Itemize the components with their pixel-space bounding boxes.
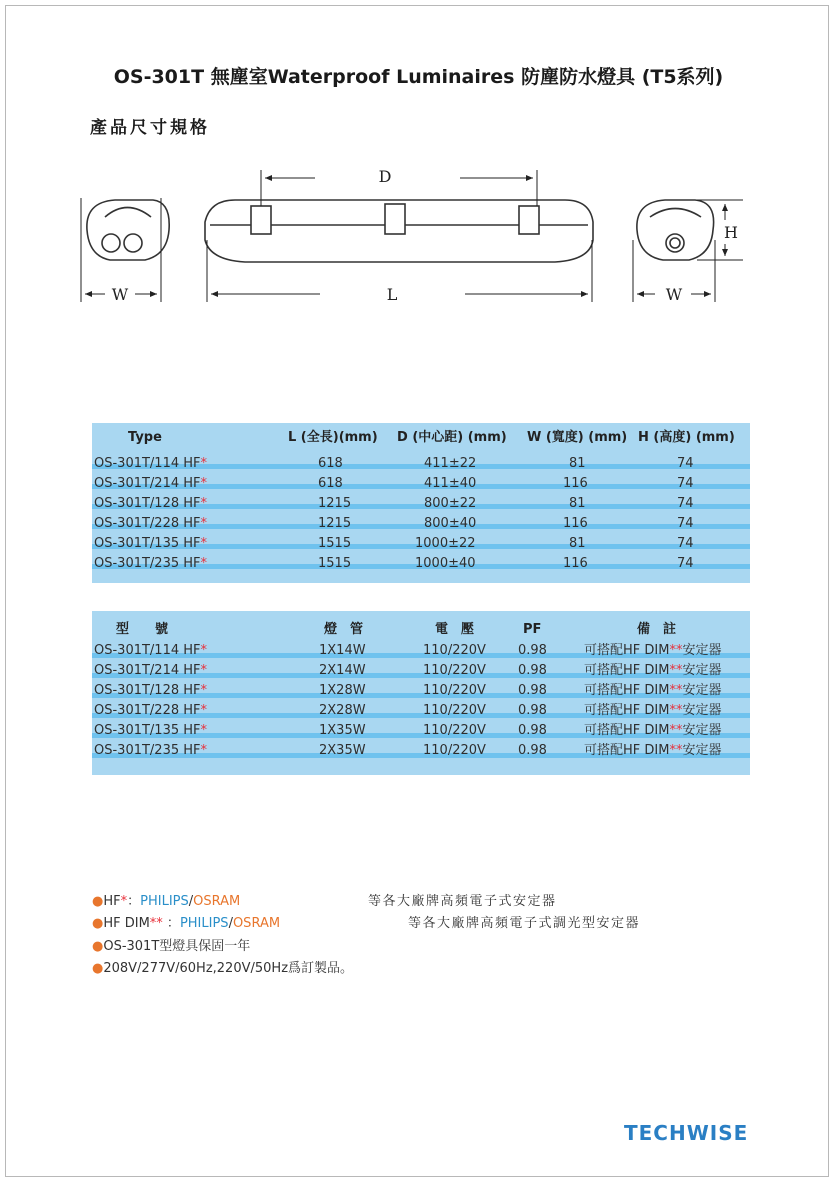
cell-tube: 2X28W [319,703,366,718]
table-row [92,495,750,515]
remark-text: 可搭配HF DIM [584,723,670,738]
cell-tube: 1X28W [319,683,366,698]
cell-type [94,455,207,473]
cell-remark [584,702,721,720]
h-label: H [724,223,738,242]
star-mark: ** [669,743,683,758]
cell-distance: 1000±22 [415,536,476,551]
cell-distance: 800±40 [424,516,477,531]
remark-text: 可搭配HF DIM [584,663,670,678]
cell-pf: 0.98 [518,743,547,758]
cell-height: 74 [677,496,694,511]
cell-voltage: 110/220V [423,663,486,678]
bullet-icon: ● [92,939,104,954]
table-row [92,455,750,475]
table-row [92,722,750,742]
cell-distance: 411±40 [424,476,477,491]
cell-remark [584,722,721,740]
table-row [92,742,750,762]
col-length: L (全長)(mm) [288,430,378,445]
note-warranty: ●OS-301T型燈具保固一年 [92,939,251,954]
type-text: OS-301T/135 HF [94,536,201,551]
star-mark: * [200,643,208,658]
star-mark: * [200,703,208,718]
star-mark: ** [669,683,683,698]
cell-voltage: 110/220V [423,743,486,758]
remark-text: 可搭配HF DIM [584,643,670,658]
bullet-icon: ● [92,894,104,909]
type-text: OS-301T/214 HF [94,476,201,491]
cell-type [94,475,207,493]
cell-tube: 1X35W [319,723,366,738]
bullet-icon: ● [92,916,104,931]
dimensions-table [92,423,750,583]
star-mark: * [200,536,208,551]
star-mark: ** [669,723,683,738]
type-text: OS-301T/214 HF [94,663,201,678]
star-mark: * [200,496,208,511]
cell-type [94,742,207,760]
col-tube: 燈 管 [324,622,364,637]
cell-voltage: 110/220V [423,643,486,658]
cell-type [94,535,207,553]
col-model: 型 號 [116,622,169,637]
col-height: H (高度) (mm) [638,430,735,445]
note-custom: ●208V/277V/60Hz,220V/50Hz爲訂製品。 [92,961,354,976]
remark-text: 可搭配HF DIM [584,683,670,698]
w-left-label: W [111,285,129,304]
cell-pf: 0.98 [518,643,547,658]
table-row [92,475,750,495]
type-text: OS-301T/114 HF [94,456,201,471]
cell-type [94,702,207,720]
cell-length: 1515 [318,536,352,551]
cell-height: 74 [677,536,694,551]
star-mark: * [200,663,208,678]
remark-text: 可搭配HF DIM [584,703,670,718]
col-remark: 備 註 [637,622,677,637]
cell-width: 81 [569,496,586,511]
philips-text: PHILIPS [140,894,189,909]
remark-suffix: 安定器 [682,683,722,698]
cell-width: 116 [563,516,588,531]
star-mark: ** [669,643,683,658]
cell-type [94,662,207,680]
cell-voltage: 110/220V [423,683,486,698]
bullet-icon: ● [92,961,104,976]
star-mark: * [200,516,208,531]
remark-text: 可搭配HF DIM [584,743,670,758]
note-hf-dim: ●HF DIM** ：PHILIPS/OSRAM 等各大廠牌高頻電子式調光型安定器 [92,916,641,931]
table-header [92,429,750,449]
cell-height: 74 [677,476,694,491]
cell-length: 1515 [318,556,352,571]
cell-voltage: 110/220V [423,703,486,718]
col-voltage: 電 壓 [435,622,475,637]
cell-tube: 2X14W [319,663,366,678]
cell-pf: 0.98 [518,683,547,698]
cell-width: 81 [569,456,586,471]
table-header [92,621,750,641]
cell-width: 81 [569,536,586,551]
section-subtitle: 產品尺寸規格 [90,118,210,138]
note-hf-desc: 等各大廠牌高頻電子式安定器 [368,894,557,909]
table-row [92,642,750,662]
table-row [92,535,750,555]
type-text: OS-301T/128 HF [94,683,201,698]
cell-voltage: 110/220V [423,723,486,738]
cell-length: 1215 [318,496,352,511]
d-label: D [378,167,392,186]
remark-suffix: 安定器 [682,643,722,658]
cell-remark [584,742,721,760]
cell-type [94,515,207,533]
cell-height: 74 [677,516,694,531]
l-label: L [386,285,398,304]
cell-distance: 1000±40 [415,556,476,571]
type-text: OS-301T/228 HF [94,703,201,718]
remark-suffix: 安定器 [682,743,722,758]
cell-remark [584,662,721,680]
electrical-table [92,611,750,775]
star-mark: * [200,556,208,571]
osram-text: OSRAM [232,916,281,931]
table-row [92,515,750,535]
table-row [92,702,750,722]
col-type: Type [128,430,162,445]
table-row [92,682,750,702]
cell-remark [584,682,721,700]
star-mark: * [200,476,208,491]
type-text: OS-301T/114 HF [94,643,201,658]
type-text: OS-301T/235 HF [94,743,201,758]
remark-suffix: 安定器 [682,703,722,718]
remark-suffix: 安定器 [682,723,722,738]
osram-text: OSRAM [193,894,241,909]
brand-logo-text: TECHWISE [624,1121,749,1145]
cell-length: 618 [318,456,343,471]
cell-distance: 800±22 [424,496,477,511]
page-title: OS-301T 無塵室Waterproof Luminaires 防塵防水燈具 (T5系列) [113,66,724,88]
cell-type [94,682,207,700]
cell-type [94,642,207,660]
type-text: OS-301T/235 HF [94,556,201,571]
cell-type [94,495,207,513]
star-mark: ** [669,663,683,678]
cell-remark [584,642,721,660]
w-right-label: W [665,285,683,304]
philips-text: PHILIPS [179,916,229,931]
cell-type [94,722,207,740]
star-mark: * [200,683,208,698]
col-pf: PF [523,622,542,637]
cell-width: 116 [563,476,588,491]
cell-pf: 0.98 [518,723,547,738]
star-mark: * [200,456,208,471]
cell-tube: 1X14W [319,643,366,658]
cell-distance: 411±22 [424,456,477,471]
star-mark: * [200,743,208,758]
col-distance: D (中心距) (mm) [397,430,507,445]
cell-type [94,555,207,573]
cell-length: 618 [318,476,343,491]
cell-height: 74 [677,456,694,471]
type-text: OS-301T/228 HF [94,516,201,531]
type-text: OS-301T/128 HF [94,496,201,511]
star-mark: ** [669,703,683,718]
note-hf-dim-desc: 等各大廠牌高頻電子式調光型安定器 [408,916,641,931]
cell-height: 74 [677,556,694,571]
cell-pf: 0.98 [518,703,547,718]
cell-width: 116 [563,556,588,571]
cell-length: 1215 [318,516,352,531]
table-row [92,555,750,575]
dimension-drawing [75,160,775,320]
remark-suffix: 安定器 [682,663,722,678]
note-hf: ●HF*：PHILIPS/OSRAM 等各大廠牌高頻電子式安定器 [92,894,557,909]
table-row [92,662,750,682]
cell-pf: 0.98 [518,663,547,678]
star-mark: * [200,723,208,738]
col-width: W (寬度) (mm) [527,430,628,445]
cell-tube: 2X35W [319,743,366,758]
type-text: OS-301T/135 HF [94,723,201,738]
